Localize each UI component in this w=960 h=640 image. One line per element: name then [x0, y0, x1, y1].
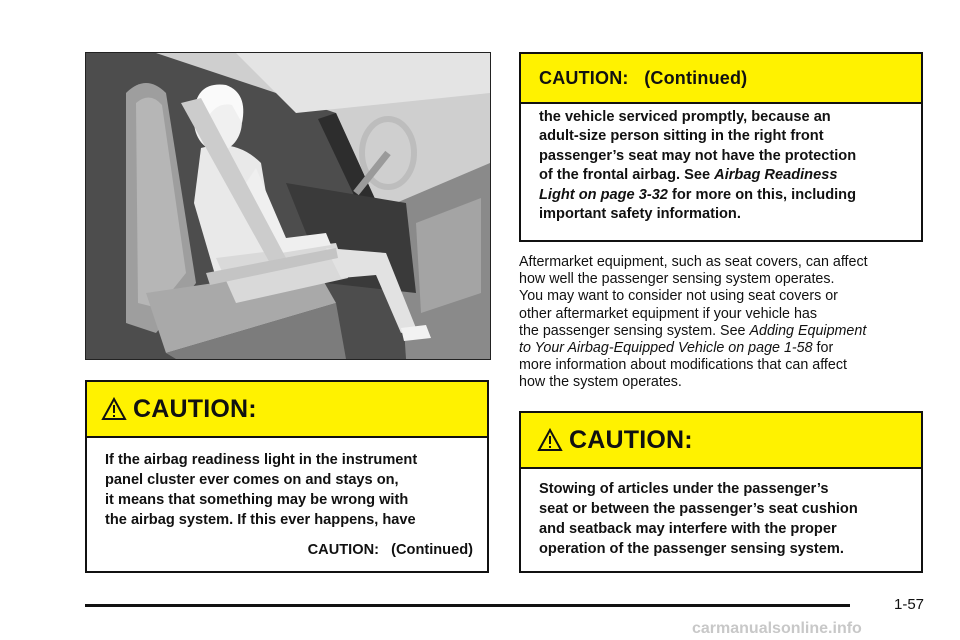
airbag-readiness-reference-page[interactable]: Light on page 3-32 [539, 186, 668, 203]
adding-equipment-reference[interactable]: Adding Equipment [749, 322, 867, 339]
caution-line: important safety information. [539, 206, 741, 223]
caution-header [521, 413, 921, 469]
adding-equipment-reference-page[interactable]: to Your Airbag-Equipped Vehicle on page 1-58 [519, 340, 813, 357]
caution-line: operation of the passenger sensing system. [539, 541, 844, 557]
watermark: carmanualsonline.info [692, 620, 862, 637]
paragraph-line: other aftermarket equipment if your vehicle has [519, 305, 818, 322]
paragraph-line: more information about modifications that can affect [519, 357, 847, 374]
caution-text [521, 104, 921, 224]
warning-triangle-icon [101, 397, 127, 421]
caution-continued-label: CAUTION: (Continued) [307, 542, 473, 558]
caution-line: it means that something may be wrong with [105, 492, 409, 508]
caution-text [87, 438, 487, 560]
caution-line: the vehicle serviced promptly, because an [539, 109, 831, 125]
caution-line: adult-size person sitting in the right front [539, 128, 824, 145]
caution-line: Stowing of articles under the passenger’s [539, 481, 829, 497]
caution-title: CAUTION: (Continued) [539, 67, 748, 88]
caution-box-right [519, 411, 923, 573]
paragraph-line: how the system operates. [519, 374, 682, 391]
paragraph-text-segment: for [812, 340, 834, 357]
caution-text-segment: of the frontal airbag. See [539, 167, 715, 184]
caution-text-segment: for more on this, including [667, 186, 857, 203]
caution-box-left [85, 380, 489, 573]
caution-line [539, 166, 909, 185]
paragraph-line: You may want to consider not using seat covers or [519, 288, 838, 305]
paragraph-line [519, 323, 929, 340]
caution-line: passenger’s seat may not have the protection [539, 147, 857, 164]
page-number: 1-57 [894, 596, 925, 613]
paragraph-line: how well the passenger sensing system operates. [519, 271, 835, 288]
aftermarket-equipment-paragraph [519, 254, 929, 392]
caution-line: the airbag system. If this ever happens, have [105, 512, 416, 528]
footer-rule [85, 604, 850, 607]
paragraph-line: Aftermarket equipment, such as seat covers, can affect [519, 254, 868, 270]
caution-box-continued [519, 52, 923, 242]
caution-line [539, 186, 909, 205]
caution-line: seat or between the passenger’s seat cushion [539, 501, 858, 517]
caution-line: and seatback may interfere with the proper [539, 521, 837, 537]
passenger-seat-illustration [85, 52, 491, 360]
caution-header [87, 382, 487, 438]
caution-line: panel cluster ever comes on and stays on, [105, 472, 399, 488]
paragraph-text-segment: the passenger sensing system. See [519, 322, 750, 339]
paragraph-line [519, 340, 929, 357]
caution-header [521, 54, 921, 104]
caution-title: CAUTION: [569, 425, 693, 454]
caution-text [521, 469, 921, 559]
caution-line: If the airbag readiness light in the instrument [105, 452, 418, 468]
warning-triangle-icon [537, 428, 563, 452]
airbag-readiness-reference[interactable]: Airbag Readiness [714, 167, 838, 184]
caution-title: CAUTION: [133, 394, 257, 423]
